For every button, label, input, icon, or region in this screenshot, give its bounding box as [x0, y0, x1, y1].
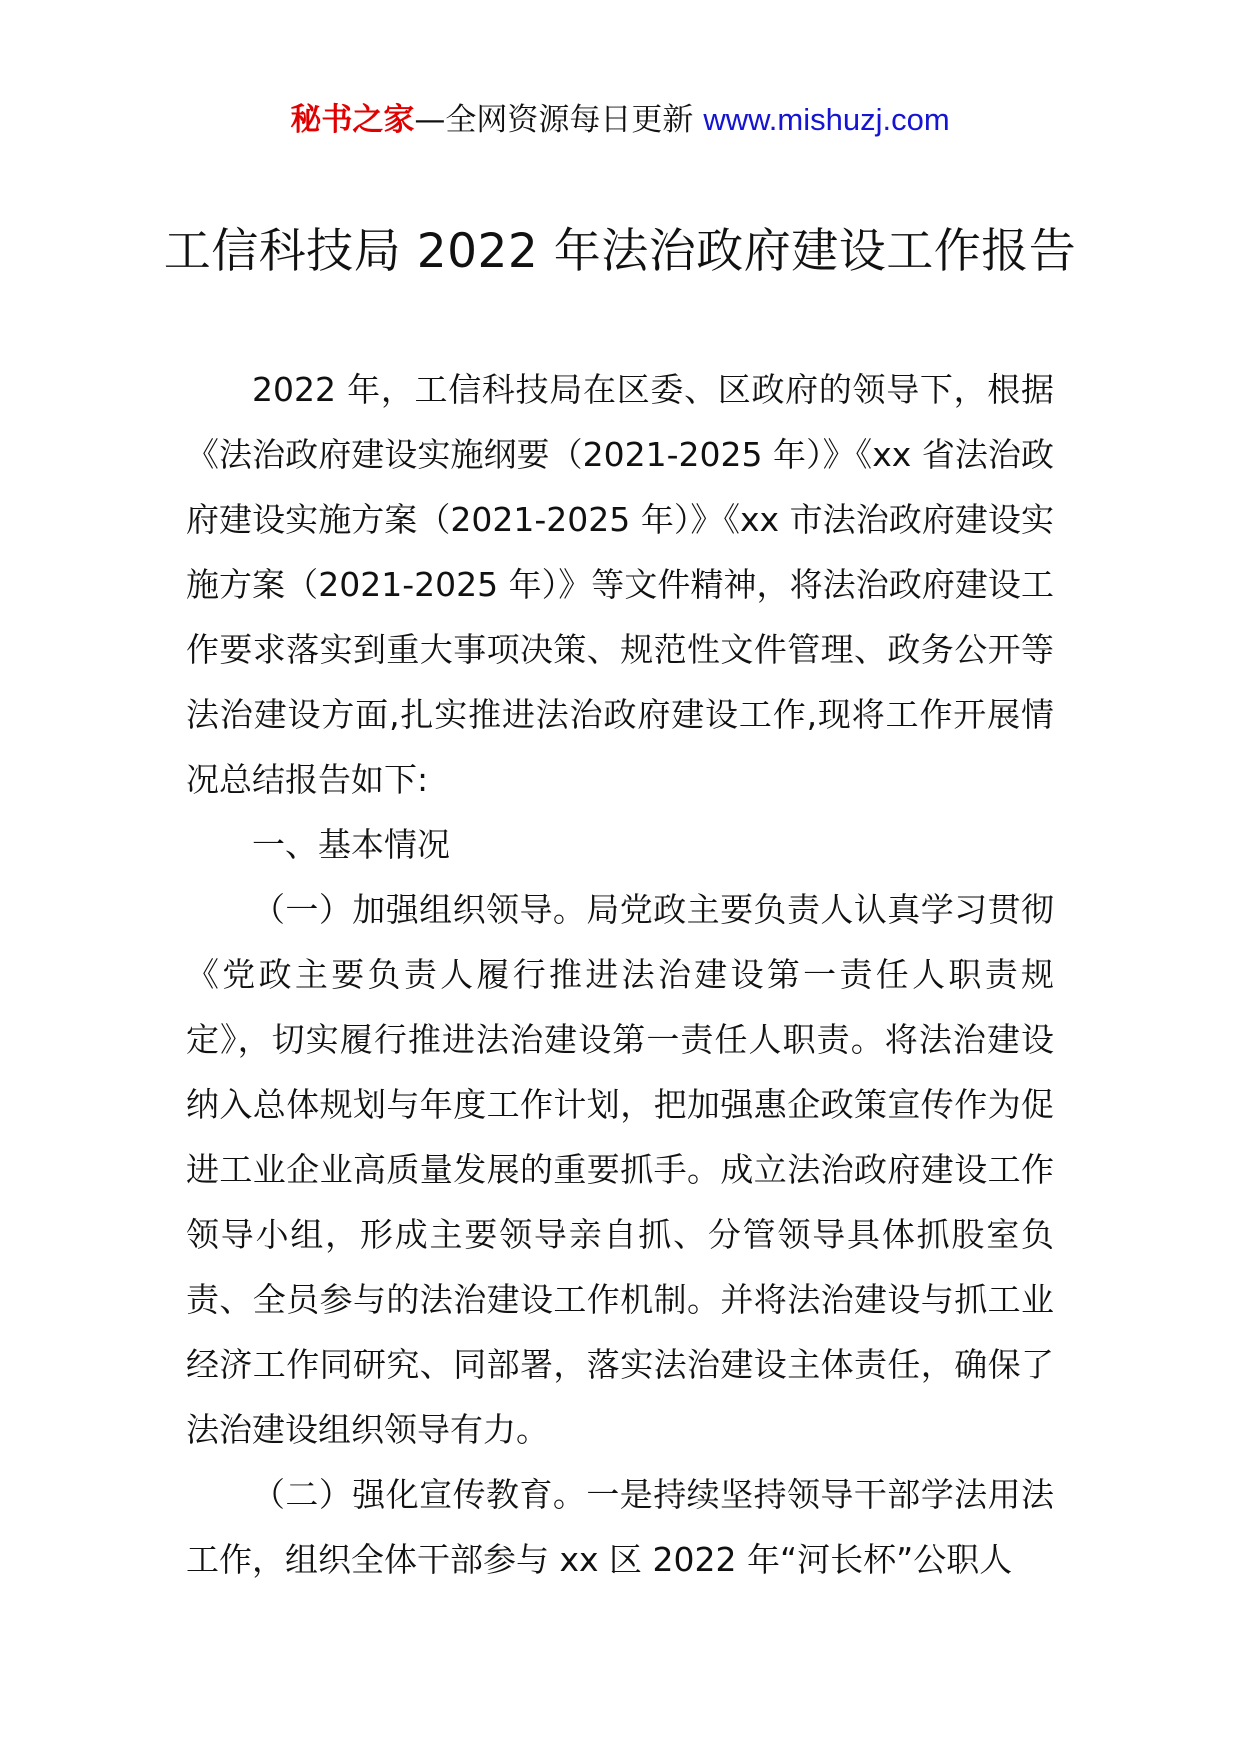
section-heading-basic-situation: 一、基本情况 — [252, 825, 450, 864]
document-title: 工信科技局 2022 年法治政府建设工作报告 — [163, 224, 1077, 279]
publicity-education-paragraph: （二）强化宣传教育。一是持续坚持领导干部学法用法工作，组织全体干部参与 xx 区 2022 年“河长杯”公职人 — [186, 1475, 1054, 1579]
site-header — [0, 100, 1240, 140]
intro-paragraph: 2022 年，工信科技局在区委、区政府的领导下，根据《法治政府建设实施纲要（2021-2025 年）》《xx 省法治政府建设实施方案（2021-2025 年）》《xx 市法治政府建设实施方案（2021-2025 年）》等文件精神，将法治政府建设工作要求落实到重大事项决策、规范性文件管理、政务公开等法治建设方面,扎实推进法治政府建设工作,现将工作开展情况总结报告如下: — [186, 370, 1054, 799]
document-body — [186, 357, 1054, 1592]
site-url-link[interactable]: www.mishuzj.com — [703, 102, 950, 137]
brand-slogan: —全网资源每日更新 — [414, 102, 694, 138]
organization-leadership-paragraph: （一）加强组织领导。局党政主要负责人认真学习贯彻《党政主要负责人履行推进法治建设第一责任人职责规定》，切实履行推进法治建设第一责任人职责。将法治建设纳入总体规划与年度工作计划，把加强惠企政策宣传作为促进工业企业高质量发展的重要抓手。成立法治政府建设工作领导小组，形成主要领导亲自抓、分管领导具体抓股室负责、全员参与的法治建设工作机制。并将法治建设与抓工业经济工作同研究、同部署，落实法治建设主体责任，确保了法治建设组织领导有力。 — [186, 890, 1054, 1449]
brand-name: 秘书之家 — [290, 102, 415, 138]
